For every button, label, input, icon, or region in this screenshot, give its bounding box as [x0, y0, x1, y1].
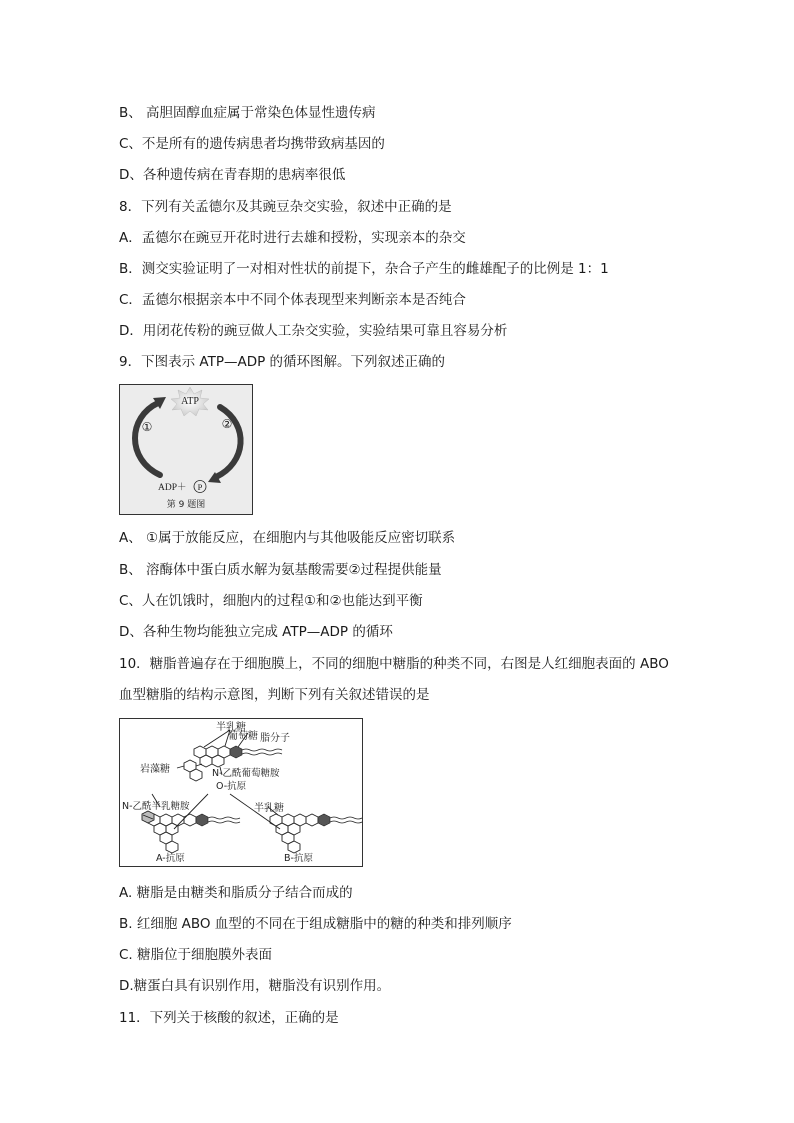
label-lipid: 脂分子 — [260, 733, 290, 744]
label-fucose: 岩藻糖 — [140, 764, 170, 775]
q10-option-d: D.糖蛋白具有识别作用，糖脂没有识别作用。 — [119, 978, 391, 994]
q7-option-d: D、各种遗传病在青春期的患病率很低 — [119, 167, 346, 183]
label-1: ① — [141, 420, 153, 434]
label-galactose-right: 半乳糖 — [254, 803, 284, 814]
q10-stem-line2: 血型糖脂的结构示意图，判断下列有关叙述错误的是 — [119, 687, 430, 703]
label-2: ② — [221, 417, 233, 431]
q9-option-a: A、 ①属于放能反应，在细胞内与其他吸能反应密切联系 — [119, 530, 456, 546]
q7-option-b: B、 高胆固醇血症属于常染色体显性遗传病 — [119, 105, 376, 121]
q9-option-d: D、各种生物均能独立完成 ATP—ADP 的循环 — [119, 624, 393, 640]
q8-option-d: D．用闭花传粉的豌豆做人工杂交实验，实验结果可靠且容易分析 — [119, 323, 508, 339]
label-galnac: N-乙酰半乳糖胺 — [122, 801, 190, 812]
q8-option-c: C．孟德尔根据亲本中不同个体表现型来判断亲本是否纯合 — [119, 292, 466, 308]
q10-option-b: B. 红细胞 ABO 血型的不同在于组成糖脂中的糖的种类和排列顺序 — [119, 916, 512, 932]
abo-glycolipid-figure — [119, 718, 363, 867]
label-glcnac: N-乙酰葡萄糖胺 — [212, 768, 280, 779]
label-b-antigen: B-抗原 — [284, 853, 313, 864]
q9-option-c: C、人在饥饿时，细胞内的过程①和②也能达到平衡 — [119, 593, 423, 609]
q9-stem: 9．下图表示 ATP—ADP 的循环图解。下列叙述正确的 — [119, 354, 446, 370]
q7-option-c: C、不是所有的遗传病患者均携带致病基因的 — [119, 136, 385, 152]
phosphate-label: P — [197, 482, 203, 492]
q11-stem: 11．下列关于核酸的叙述，正确的是 — [119, 1010, 339, 1026]
label-galactose-top: 半乳糖 — [216, 722, 246, 733]
q10-option-c: C. 糖脂位于细胞膜外表面 — [119, 947, 273, 963]
q9-option-b: B、 溶酶体中蛋白质水解为氨基酸需要②过程提供能量 — [119, 562, 442, 578]
q10-stem-line1: 10．糖脂普遍存在于细胞膜上，不同的细胞中糖脂的种类不同，右图是人红细胞表面的 ABO — [119, 656, 669, 672]
adp-label: ADP＋ — [158, 483, 187, 493]
q10-option-a: A. 糖脂是由糖类和脂质分子结合而成的 — [119, 885, 353, 901]
q8-option-a: A．孟德尔在豌豆开花时进行去雄和授粉，实现亲本的杂交 — [119, 230, 466, 246]
label-glucose: 葡萄糖 — [228, 731, 258, 742]
arrow-1 — [135, 403, 160, 475]
q8-option-b: B．测交实验证明了一对相对性状的前提下，杂合子产生的雌雄配子的比例是 1：1 — [119, 261, 609, 277]
figure-9-caption: 第 9 题图 — [166, 500, 206, 510]
q8-stem: 8．下列有关孟德尔及其豌豆杂交实验，叙述中正确的是 — [119, 199, 452, 215]
atp-label: ATP — [181, 396, 199, 407]
label-o-antigen: O-抗原 — [216, 781, 247, 792]
label-a-antigen: A-抗原 — [156, 853, 185, 864]
atp-adp-cycle-figure — [119, 384, 253, 515]
